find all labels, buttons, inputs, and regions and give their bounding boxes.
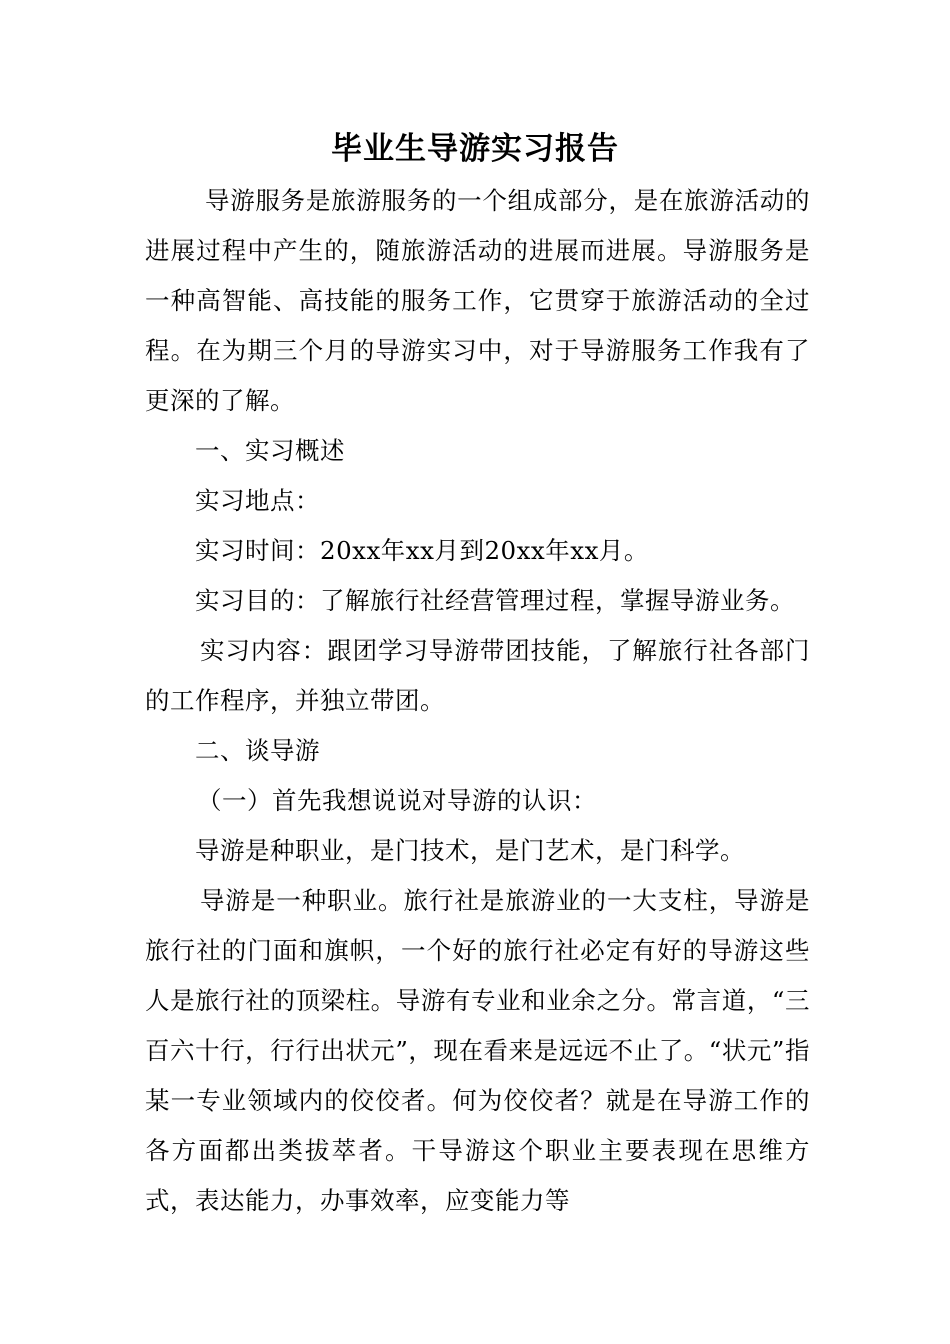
document-title: 毕业生导游实习报告 xyxy=(331,131,619,167)
paragraph-guide-definition: 导游是种职业，是门技术，是门艺术，是门科学。 xyxy=(195,836,745,865)
paragraph-internship-purpose: 实习目的：了解旅行社经营管理过程，掌握导游业务。 xyxy=(195,586,795,615)
subheading-understanding-guide: （一）首先我想说说对导游的认识： xyxy=(197,786,597,815)
paragraph-guide-profession: 导游是一种职业。旅行社是旅游业的一大支柱，导游是旅行社的门面和旗帜，一个好的旅行社必定有好的导游这些人是旅行社的顶梁柱。导游有专业和业余之分。常言道，“三百六十行，行行出状元”，现在看来是远远不止了。“状元”指某一专业领域内的佼佼者。何为佼佼者？就是在导游工作的各方面都出类拔萃者。干导游这个职业主要表现在思维方式，表达能力，办事效率，应变能力等 xyxy=(145,886,810,1215)
paragraph-internship-location: 实习地点： xyxy=(195,486,320,515)
paragraph-intro: 导游服务是旅游服务的一个组成部分，是在旅游活动的进展过程中产生的，随旅游活动的进展而进展。导游服务是一种高智能、高技能的服务工作，它贯穿于旅游活动的全过程。在为期三个月的导游实习中，对于导游服务工作我有了更深的了解。 xyxy=(145,186,810,415)
paragraph-internship-time: 实习时间：20xx年xx月到20xx年xx月。 xyxy=(195,536,649,565)
document-body xyxy=(145,176,810,1226)
heading-about-tour-guide: 二、谈导游 xyxy=(195,736,320,765)
paragraph-internship-content: 实习内容：跟团学习导游带团技能，了解旅行社各部门的工作程序，并独立带团。 xyxy=(145,636,810,715)
heading-internship-overview: 一、实习概述 xyxy=(195,436,345,465)
